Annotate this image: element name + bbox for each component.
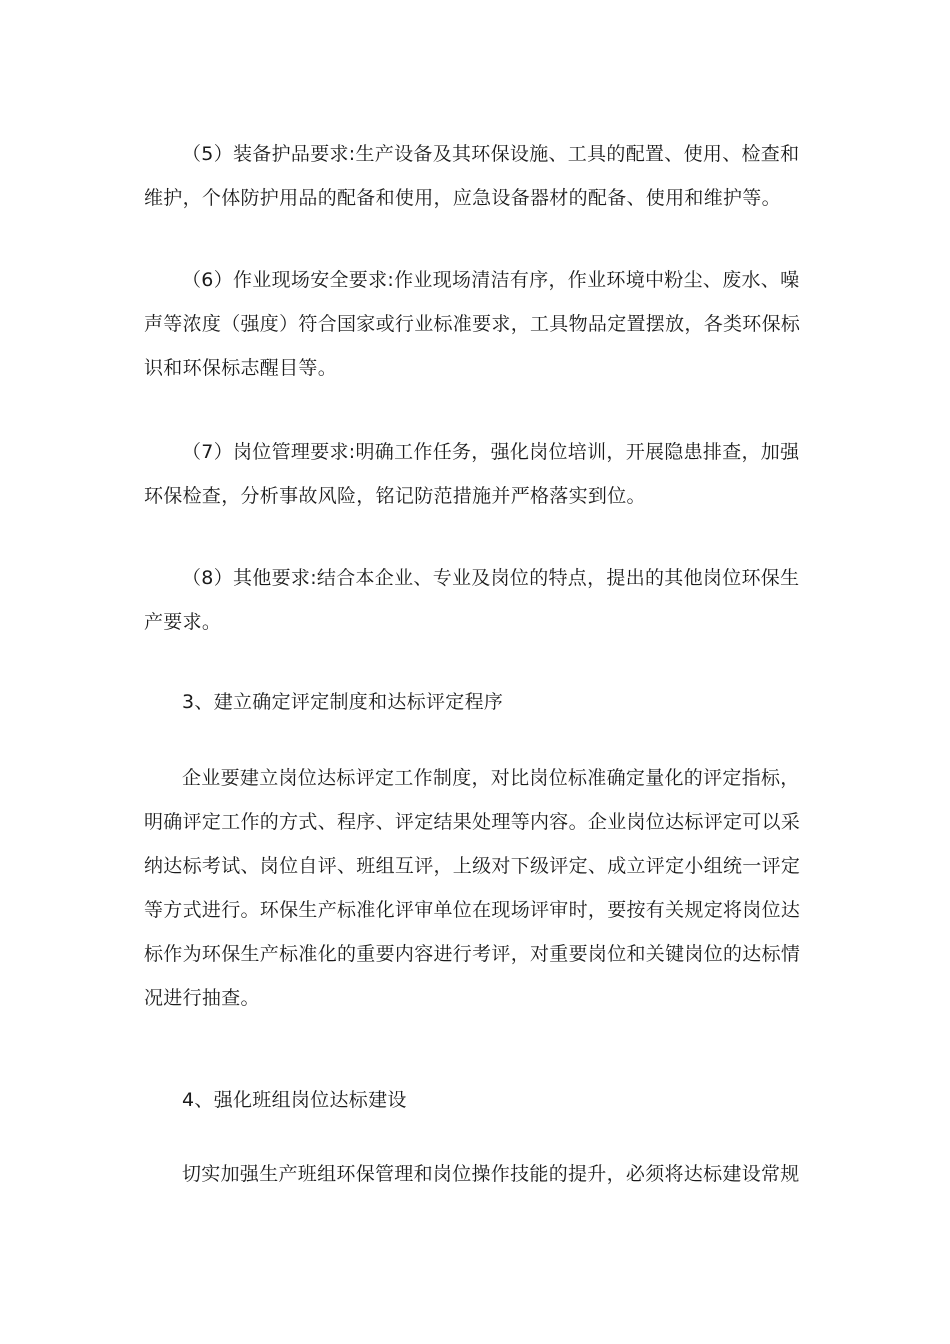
- paragraph-evaluation-system: [144, 756, 800, 1020]
- text-line: （8）其他要求:结合本企业、专业及岗位的特点，提出的其他岗位环保生: [182, 567, 800, 589]
- text-line: 况进行抽查。: [144, 987, 260, 1009]
- text-line: 识和环保标志醒目等。: [144, 357, 338, 379]
- text-line: 标作为环保生产标准化的重要内容进行考评，对重要岗位和关键岗位的达标情: [144, 943, 801, 965]
- heading-text: 3、建立确定评定制度和达标评定程序: [182, 691, 504, 713]
- paragraph-team-building: [144, 1152, 800, 1196]
- text-line: 等方式进行。环保生产标准化评审单位在现场评审时，要按有关规定将岗位达: [144, 899, 801, 921]
- heading-text: 4、强化班组岗位达标建设: [182, 1089, 407, 1111]
- text-line: 纳达标考试、岗位自评、班组互评，上级对下级评定、成立评定小组统一评定: [144, 855, 801, 877]
- text-line: 环保检查，分析事故风险，铭记防范措施并严格落实到位。: [144, 485, 646, 507]
- paragraph-post-management-requirements: [144, 430, 800, 518]
- text-line: 企业要建立岗位达标评定工作制度，对比岗位标准确定量化的评定指标，: [182, 767, 800, 789]
- text-line: 维护，个体防护用品的配备和使用，应急设备器材的配备、使用和维护等。: [144, 187, 781, 209]
- section-heading-4: [144, 1078, 800, 1122]
- paragraph-equipment-requirements: [144, 132, 800, 220]
- text-line: （6）作业现场安全要求:作业现场清洁有序，作业环境中粉尘、废水、噪: [182, 269, 800, 291]
- paragraph-other-requirements: [144, 556, 800, 644]
- section-heading-3: [144, 680, 800, 724]
- text-line: （5）装备护品要求:生产设备及其环保设施、工具的配置、使用、检查和: [182, 143, 800, 165]
- text-line: 明确评定工作的方式、程序、评定结果处理等内容。企业岗位达标评定可以采: [144, 811, 801, 833]
- text-line: （7）岗位管理要求:明确工作任务，强化岗位培训，开展隐患排查，加强: [182, 441, 800, 463]
- paragraph-site-safety-requirements: [144, 258, 800, 390]
- text-line: 声等浓度（强度）符合国家或行业标准要求，工具物品定置摆放，各类环保标: [144, 313, 801, 335]
- text-line: 产要求。: [144, 611, 222, 633]
- text-line: 切实加强生产班组环保管理和岗位操作技能的提升，必须将达标建设常规: [182, 1163, 800, 1185]
